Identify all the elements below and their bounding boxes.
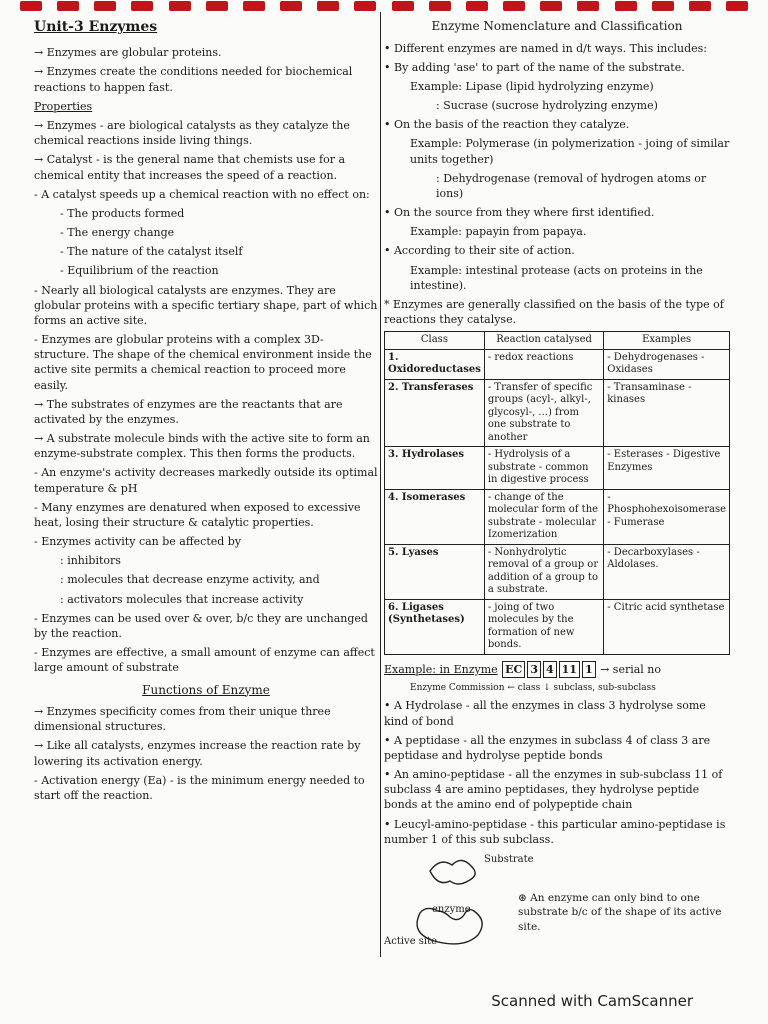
binding-hole-icon <box>57 1 79 11</box>
table-header: Class <box>385 332 485 350</box>
binding-hole-icon <box>169 1 191 11</box>
note-line: - Enzymes activity can be affected by <box>34 535 242 549</box>
note-line: → Like all catalysts, enzymes increase the reaction rate by lowering its activation energy. <box>34 739 361 768</box>
binding-hole-icon <box>652 1 674 11</box>
table-header: Examples <box>604 332 730 350</box>
binding-hole-icon <box>726 1 748 11</box>
ec-box: 1 <box>582 661 596 678</box>
enzyme-class-table <box>384 331 730 655</box>
table-cell: - change of the molecular form of the substrate - molecular Izomerization <box>484 489 603 544</box>
note-line: - A catalyst speeds up a chemical reaction with no effect on: <box>34 187 370 201</box>
note-line: → Enzymes are globular proteins. <box>34 46 222 60</box>
note-line: - Nearly all biological catalysts are enzymes. They are globular proteins with a specific tertiary shape, part of which forms an active site. <box>34 283 378 327</box>
table-cell: - Esterases - Digestive Enzymes <box>604 447 730 490</box>
binding-hole-icon <box>577 1 599 11</box>
binding-hole-icon <box>689 1 711 11</box>
table-cell: - Dehydrogenases - Oxidases <box>604 349 730 379</box>
table-row <box>385 349 730 379</box>
ec-box: 3 <box>527 661 541 678</box>
note-line: - Activation energy (Ea) - is the minimum energy needed to start off the reaction. <box>34 773 365 802</box>
binding-hole-icon <box>20 1 42 11</box>
table-cell: 6. Ligases (Synthetases) <box>385 599 485 654</box>
example-line: Example: intestinal protease (acts on proteins in the intestine). <box>410 263 703 292</box>
right-column <box>384 18 730 959</box>
table-header: Reaction catalysed <box>484 332 603 350</box>
binding-hole-icon <box>243 1 265 11</box>
scanner-watermark: Scanned with CamScanner <box>491 992 693 1010</box>
note-line: • An amino-peptidase - all the enzymes in sub-subclass 11 of subclass 4 are amino peptidases, they hydrolyse peptide bonds at the amino end of polypeptide chain <box>384 768 723 812</box>
example-line: : Sucrase (sucrose hydrolyzing enzyme) <box>436 99 658 113</box>
note-line: • Leucyl-amino-peptidase - this particular amino-peptidase is number 1 of this sub subclass. <box>384 817 726 846</box>
table-row <box>385 447 730 490</box>
note-line: • A Hydrolase - all the enzymes in class 3 hydrolyse some kind of bond <box>384 699 706 728</box>
table-cell: 4. Isomerases <box>385 489 485 544</box>
page-title: Unit-3 Enzymes <box>34 19 158 35</box>
note-line: • A peptidase - all the enzymes in subclass 4 of class 3 are peptidase and hydrolyse peptide bonds <box>384 733 711 762</box>
column-divider <box>380 12 381 957</box>
note-line: - Enzymes can be used over & over, b/c they are unchanged by the reaction. <box>34 611 368 640</box>
note-line: - An enzyme's activity decreases markedly outside its optimal temperature & pH <box>34 466 378 495</box>
note-line: • On the basis of the reaction they catalyze. <box>384 118 630 132</box>
example-line: Example: Lipase (lipid hydrolyzing enzyme) <box>410 79 654 93</box>
table-header-row <box>385 332 730 350</box>
table-row <box>385 379 730 447</box>
binding-hole-icon <box>466 1 488 11</box>
note-subitem: : molecules that decrease enzyme activity, and <box>60 573 320 587</box>
binding-hole-icon <box>503 1 525 11</box>
binding-hole-icon <box>540 1 562 11</box>
properties-heading: Properties <box>34 99 93 113</box>
example-line: : Dehydrogenase (removal of hydrogen atoms or ions) <box>436 171 707 200</box>
note-line: * Enzymes are generally classified on the basis of the type of reactions they catalyse. <box>384 297 724 327</box>
ec-box: 11 <box>559 661 580 678</box>
ec-labels: Enzyme Commission ← class ↓ subclass, sub-subclass <box>410 682 656 693</box>
table-cell: - Hydrolysis of a substrate - common in digestive process <box>484 447 603 490</box>
left-column <box>34 18 378 959</box>
ec-number-example <box>384 661 730 678</box>
note-line: • On the source from they where first identified. <box>384 206 655 220</box>
example-line: Example: Polymerase (in polymerization - joing of similar units together) <box>410 137 730 166</box>
table-row <box>385 544 730 599</box>
binding-hole-icon <box>429 1 451 11</box>
table-cell: - redox reactions <box>484 349 603 379</box>
binding-hole-icon <box>280 1 302 11</box>
substrate-label: Substrate <box>484 853 534 865</box>
binding-hole-icon <box>206 1 228 11</box>
note-line: • Different enzymes are named in d/t ways. This includes: <box>384 41 707 55</box>
diagram-note: ⊛ An enzyme can only bind to one substrate b/c of the shape of its active site. <box>518 891 722 933</box>
functions-heading: Functions of Enzyme <box>142 682 270 697</box>
note-line: → A substrate molecule binds with the active site to form an enzyme-substrate complex. This then forms the products. <box>34 432 370 461</box>
table-cell: 1. Oxidoreductases <box>385 349 485 379</box>
enzyme-label: enzyme <box>432 903 471 915</box>
binding-hole-icon <box>131 1 153 11</box>
note-line: • By adding 'ase' to part of the name of the substrate. <box>384 60 685 74</box>
note-line: → Catalyst - is the general name that chemists use for a chemical entity that increases the speed of a reaction. <box>34 153 346 182</box>
table-row <box>385 489 730 544</box>
section-title: Enzyme Nomenclature and Classification <box>431 19 683 33</box>
note-subitem: - Equilibrium of the reaction <box>60 264 219 278</box>
table-cell: 2. Transferases <box>385 379 485 447</box>
note-line: - Enzymes are globular proteins with a complex 3D-structure. The shape of the chemical environment inside the active site permits a chemical reaction to proceed more easily. <box>34 333 372 392</box>
note-line: → Enzymes - are biological catalysts as they catalyze the chemical reactions inside living things. <box>34 119 350 148</box>
note-line: → Enzymes specificity comes from their unique three dimensional structures. <box>34 705 331 734</box>
note-subitem: : inhibitors <box>60 554 121 568</box>
note-subitem: - The nature of the catalyst itself <box>60 245 243 259</box>
example-line: Example: papayin from papaya. <box>410 225 587 239</box>
table-cell: 3. Hydrolases <box>385 447 485 490</box>
table-cell: - Decarboxylases - Aldolases. <box>604 544 730 599</box>
binding-hole-icon <box>317 1 339 11</box>
ec-prefix: Example: in Enzyme <box>384 662 498 676</box>
table-cell: - joing of two molecules by the formation of new bonds. <box>484 599 603 654</box>
note-line: • According to their site of action. <box>384 244 575 258</box>
table-cell: 5. Lyases <box>385 544 485 599</box>
binding-hole-icon <box>615 1 637 11</box>
note-line: - Many enzymes are denatured when exposed to excessive heat, losing their structure & catalytic properties. <box>34 500 361 529</box>
table-row <box>385 599 730 654</box>
binding-hole-icon <box>94 1 116 11</box>
ec-suffix: → serial no <box>600 662 662 676</box>
ec-box: EC <box>502 661 525 678</box>
enzyme-substrate-diagram <box>384 851 730 951</box>
note-line: → The substrates of enzymes are the reactants that are activated by the enzymes. <box>34 397 343 426</box>
table-cell: - Transfer of specific groups (acyl-, alkyl-, glycosyl-, ...) from one substrate to another <box>484 379 603 447</box>
binding-hole-icon <box>392 1 414 11</box>
table-cell: - Phosphohexoisomerase - Fumerase <box>604 489 730 544</box>
table-cell: - Nonhydrolytic removal of a group or addition of a group to a substrate. <box>484 544 603 599</box>
binding-hole-icon <box>354 1 376 11</box>
diagram-note-text: An enzyme can only bind to one substrate b/c of the shape of its active site. <box>518 891 722 933</box>
note-line: - Enzymes are effective, a small amount of enzyme can affect large amount of substrate <box>34 646 375 675</box>
active-site-label: Active site <box>384 935 438 947</box>
note-subitem: - The products formed <box>60 206 185 220</box>
note-subitem: : activators molecules that increase activity <box>60 592 304 606</box>
ec-box: 4 <box>543 661 557 678</box>
note-subitem: - The energy change <box>60 226 175 240</box>
table-cell: - Transaminase - kinases <box>604 379 730 447</box>
note-line: → Enzymes create the conditions needed for biochemical reactions to happen fast. <box>34 65 353 94</box>
table-cell: - Citric acid synthetase <box>604 599 730 654</box>
spiral-binding <box>0 0 768 14</box>
